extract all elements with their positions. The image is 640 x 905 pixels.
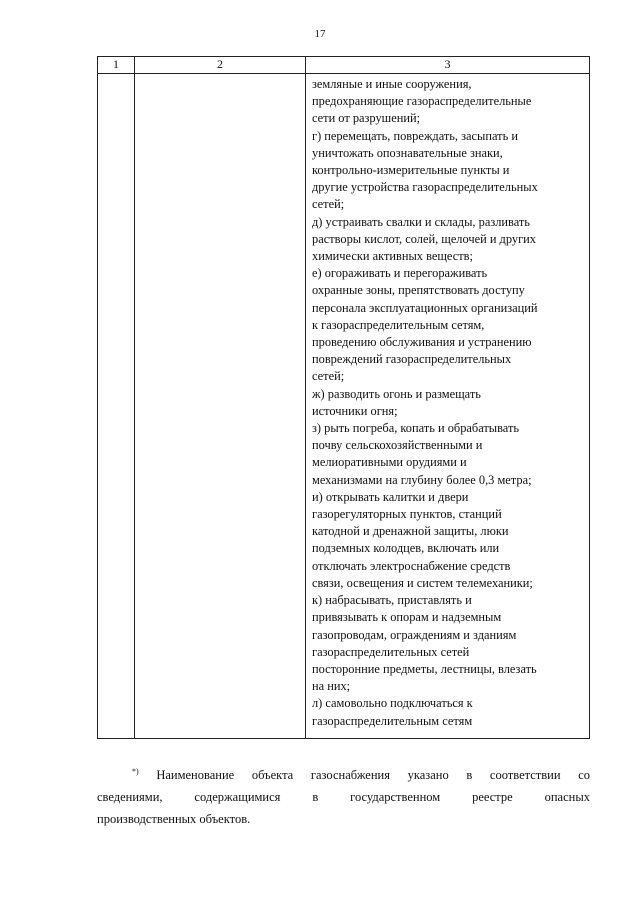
table-cell-line: связи, освещения и систем телемеханики; [312, 575, 533, 590]
table-cell-line: л) самовольно подключаться к [312, 696, 473, 711]
table-cell-line: мелиоративными орудиями и [312, 455, 467, 470]
footnote-marker: *) [132, 766, 139, 776]
table-cell-line: ж) разводить огонь и размещать [312, 386, 481, 401]
column-2-cell [135, 74, 306, 739]
page-number: 17 [314, 28, 326, 40]
footnote-text-line-2: сведениями, содержащимися в государственном реестре опасных [97, 790, 590, 804]
table-cell-line: газорегуляторных пунктов, станций [312, 507, 502, 522]
table-cell-line: химически активных веществ; [312, 249, 473, 264]
table-cell-line: з) рыть погреба, копать и обрабатывать [312, 421, 520, 436]
footnote-line [97, 764, 590, 786]
footnote-text-line-3: производственных объектов. [97, 812, 251, 826]
table-cell-line: персонала эксплуатационных организаций [312, 300, 538, 315]
table-cell-line: подземных колодцев, включать или [312, 541, 500, 556]
table-cell-line: сетей; [312, 197, 345, 212]
table-cell-line: сетей; [312, 369, 345, 384]
table-cell-line: посторонние предметы, лестницы, влезать [312, 661, 537, 676]
table-cell-line: на них; [312, 679, 351, 694]
table-cell-line: механизмами на глубину более 0,3 метра; [312, 472, 532, 487]
table-cell-line: катодной и дренажной защиты, люки [312, 524, 509, 539]
table-cell-line: повреждений газораспределительных [312, 352, 512, 367]
footnote-text-line-1: Наименование объекта газоснабжения указано в соответствии со [156, 768, 591, 782]
table-cell-line: отключать электроснабжение средств [312, 558, 511, 573]
document-table [97, 56, 590, 739]
table-cell-line: предохраняющие газораспределительные [312, 94, 532, 109]
table-cell-line: уничтожать опознавательные знаки, [312, 145, 503, 160]
column-1-header: 1 [98, 57, 135, 73]
column-2-header: 2 [135, 57, 306, 73]
table-cell-line: привязывать к опорам и надземным [312, 610, 502, 625]
table-cell-line: источники огня; [312, 403, 398, 418]
table-cell-line: к) набрасывать, приставлять и [312, 593, 472, 608]
column-3-cell [306, 74, 589, 739]
table-cell-line: сети от разрушений; [312, 111, 421, 126]
table-cell-line: д) устраивать свалки и склады, разливать [312, 214, 530, 229]
footnote [97, 764, 590, 830]
table-cell-line: и) открывать калитки и двери [312, 489, 469, 504]
table-cell-line: другие устройства газораспределительных [312, 180, 538, 195]
table-cell-line: охранные зоны, препятствовать доступу [312, 283, 525, 298]
table-cell-line: газопроводам, ограждениям и зданиям [312, 627, 517, 642]
table-cell-line: проведению обслуживания и устранению [312, 335, 532, 350]
column-1-cell [98, 74, 135, 739]
table-cell-line: е) огораживать и перегораживать [312, 266, 488, 281]
table-row [98, 74, 589, 739]
table-cell-line: контрольно-измерительные пункты и [312, 163, 510, 178]
table-cell-line: к газораспределительным сетям, [312, 317, 485, 332]
table-cell-line: г) перемещать, повреждать, засыпать и [312, 128, 518, 143]
column-3-header: 3 [444, 57, 451, 71]
table-header-row [98, 57, 589, 74]
table-cell-line: почву сельскохозяйственными и [312, 438, 483, 453]
table-cell-line: газораспределительных сетей [312, 644, 470, 659]
table-cell-line: земляные и иные сооружения, [312, 77, 472, 91]
table-cell-line: газораспределительным сетям [312, 713, 473, 728]
table-cell-line: растворы кислот, солей, щелочей и других [312, 231, 536, 246]
